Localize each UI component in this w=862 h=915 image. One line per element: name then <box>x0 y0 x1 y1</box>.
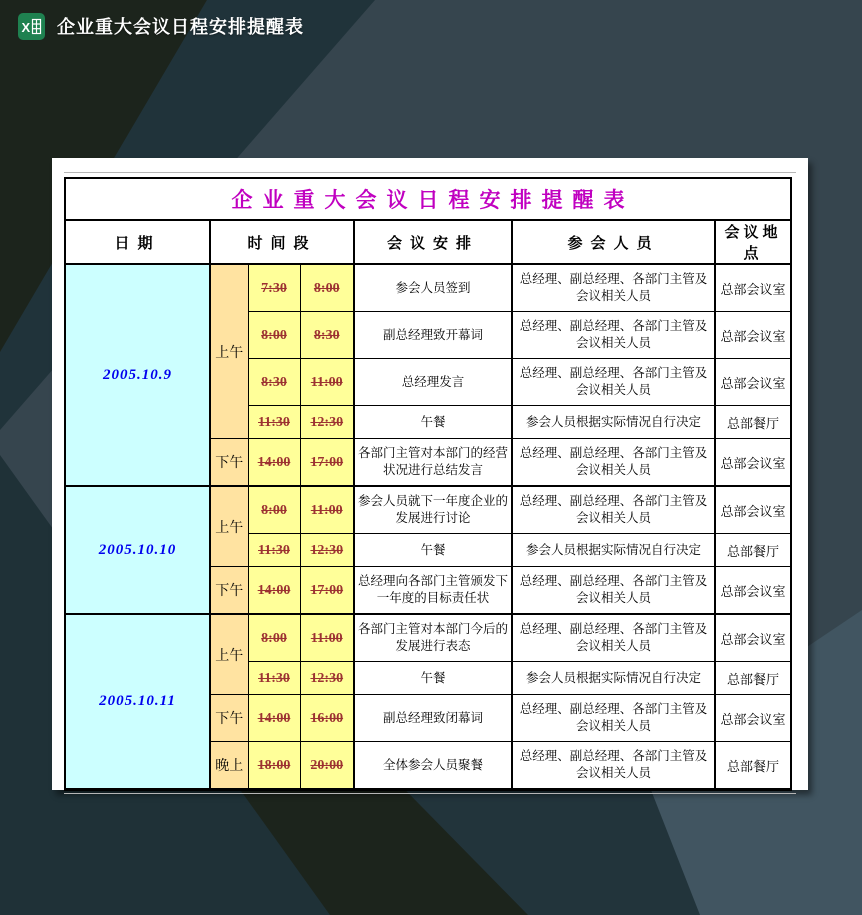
gridline-rule-top <box>64 172 796 173</box>
location-cell[interactable]: 总部餐厅 <box>715 662 791 695</box>
location-cell[interactable]: 总部会议室 <box>715 312 791 359</box>
location-cell[interactable]: 总部餐厅 <box>715 406 791 439</box>
time-start: 14:00 <box>257 582 291 598</box>
period-cell[interactable]: 下午 <box>210 439 248 487</box>
arrangement-cell[interactable]: 副总经理致开幕词 <box>354 312 512 359</box>
time-end: 12:30 <box>310 542 344 558</box>
participants-cell[interactable]: 参会人员根据实际情况自行决定 <box>512 534 715 567</box>
time-start-cell[interactable] <box>248 359 300 406</box>
time-start: 7:30 <box>261 280 287 296</box>
time-end: 12:30 <box>310 414 344 430</box>
arrangement-cell[interactable]: 全体参会人员聚餐 <box>354 742 512 790</box>
time-start: 8:00 <box>261 327 287 343</box>
period-cell[interactable]: 下午 <box>210 567 248 615</box>
time-end: 11:00 <box>310 630 343 646</box>
schedule-table <box>64 177 792 791</box>
time-end: 8:00 <box>313 280 340 296</box>
time-end: 17:00 <box>310 582 344 598</box>
column-header-participants[interactable]: 参会人员 <box>512 220 715 264</box>
location-cell[interactable]: 总部会议室 <box>715 264 791 312</box>
arrangement-cell[interactable]: 参会人员签到 <box>354 264 512 312</box>
column-header-time[interactable]: 时间段 <box>210 220 354 264</box>
participants-cell[interactable]: 总经理、副总经理、各部门主管及会议相关人员 <box>512 264 715 312</box>
arrangement-cell[interactable]: 副总经理致闭幕词 <box>354 695 512 742</box>
time-start: 14:00 <box>257 710 291 726</box>
time-start-cell[interactable] <box>248 406 300 439</box>
time-start: 8:00 <box>261 630 287 646</box>
window-title: 企业重大会议日程安排提醒表 <box>57 17 304 37</box>
participants-cell[interactable]: 参会人员根据实际情况自行决定 <box>512 406 715 439</box>
location-cell[interactable]: 总部会议室 <box>715 486 791 534</box>
time-start: 11:30 <box>258 414 290 430</box>
time-start-cell[interactable] <box>248 662 300 695</box>
time-end-cell[interactable] <box>300 567 354 615</box>
time-start-cell[interactable] <box>248 534 300 567</box>
location-cell[interactable]: 总部会议室 <box>715 439 791 487</box>
time-start: 11:30 <box>258 542 290 558</box>
sheet-title: 企业重大会议日程安排提醒表 <box>231 189 635 212</box>
time-start-cell[interactable] <box>248 614 300 662</box>
location-cell[interactable]: 总部会议室 <box>715 359 791 406</box>
arrangement-cell[interactable]: 各部门主管对本部门的经营状况进行总结发言 <box>354 439 512 487</box>
participants-cell[interactable]: 总经理、副总经理、各部门主管及会议相关人员 <box>512 439 715 487</box>
participants-cell[interactable]: 总经理、副总经理、各部门主管及会议相关人员 <box>512 567 715 615</box>
time-end: 20:00 <box>310 757 344 773</box>
spreadsheet-card <box>52 158 808 790</box>
time-start-cell[interactable] <box>248 312 300 359</box>
time-start-cell[interactable] <box>248 264 300 312</box>
time-start: 11:30 <box>258 670 290 686</box>
arrangement-cell[interactable]: 午餐 <box>354 662 512 695</box>
period-cell[interactable]: 上午 <box>210 486 248 567</box>
arrangement-cell[interactable]: 各部门主管对本部门今后的发展进行表态 <box>354 614 512 662</box>
period-cell[interactable]: 上午 <box>210 264 248 439</box>
excel-icon <box>18 13 45 40</box>
time-start-cell[interactable] <box>248 567 300 615</box>
date-cell[interactable]: 2005.10.10 <box>65 486 210 614</box>
date-cell[interactable]: 2005.10.11 <box>65 614 210 790</box>
time-end-cell[interactable] <box>300 614 354 662</box>
column-header-date[interactable]: 日期 <box>65 220 210 264</box>
time-start: 8:30 <box>261 374 287 390</box>
location-cell[interactable]: 总部餐厅 <box>715 742 791 790</box>
location-cell[interactable]: 总部会议室 <box>715 695 791 742</box>
column-header-location[interactable]: 会议地点 <box>715 220 791 264</box>
period-cell[interactable]: 晚上 <box>210 742 248 790</box>
time-end-cell[interactable] <box>300 695 354 742</box>
participants-cell[interactable]: 参会人员根据实际情况自行决定 <box>512 662 715 695</box>
date-cell[interactable]: 2005.10.9 <box>65 264 210 486</box>
time-end: 8:30 <box>313 327 340 343</box>
participants-cell[interactable]: 总经理、副总经理、各部门主管及会议相关人员 <box>512 742 715 790</box>
participants-cell[interactable]: 总经理、副总经理、各部门主管及会议相关人员 <box>512 486 715 534</box>
time-start-cell[interactable] <box>248 439 300 487</box>
time-end-cell[interactable] <box>300 534 354 567</box>
time-end: 11:00 <box>310 374 343 390</box>
participants-cell[interactable]: 总经理、副总经理、各部门主管及会议相关人员 <box>512 359 715 406</box>
arrangement-cell[interactable]: 总经理发言 <box>354 359 512 406</box>
time-end-cell[interactable] <box>300 359 354 406</box>
time-start: 14:00 <box>257 454 291 470</box>
time-end-cell[interactable] <box>300 312 354 359</box>
time-end-cell[interactable] <box>300 439 354 487</box>
time-end: 16:00 <box>310 710 344 726</box>
period-cell[interactable]: 上午 <box>210 614 248 695</box>
arrangement-cell[interactable]: 总经理向各部门主管颁发下一年度的目标责任状 <box>354 567 512 615</box>
time-end: 11:00 <box>310 502 343 518</box>
time-start-cell[interactable] <box>248 695 300 742</box>
time-start-cell[interactable] <box>248 742 300 790</box>
location-cell[interactable]: 总部会议室 <box>715 614 791 662</box>
sheet-title-cell[interactable] <box>65 178 791 220</box>
period-cell[interactable]: 下午 <box>210 695 248 742</box>
svg-text:X: X <box>21 19 31 35</box>
arrangement-cell[interactable]: 午餐 <box>354 534 512 567</box>
gridline-rule-bottom <box>64 793 796 794</box>
arrangement-cell[interactable]: 参会人员就下一年度企业的发展进行讨论 <box>354 486 512 534</box>
arrangement-cell[interactable]: 午餐 <box>354 406 512 439</box>
time-end-cell[interactable] <box>300 264 354 312</box>
location-cell[interactable]: 总部餐厅 <box>715 534 791 567</box>
column-header-arrangement[interactable]: 会议安排 <box>354 220 512 264</box>
time-start: 18:00 <box>257 757 291 773</box>
time-start-cell[interactable] <box>248 486 300 534</box>
time-end-cell[interactable] <box>300 486 354 534</box>
participants-cell[interactable]: 总经理、副总经理、各部门主管及会议相关人员 <box>512 312 715 359</box>
time-start: 8:00 <box>261 502 287 518</box>
participants-cell[interactable]: 总经理、副总经理、各部门主管及会议相关人员 <box>512 614 715 662</box>
window-title-bar <box>0 0 862 52</box>
location-cell[interactable]: 总部会议室 <box>715 567 791 615</box>
time-end-cell[interactable] <box>300 742 354 790</box>
time-end-cell[interactable] <box>300 406 354 439</box>
time-end: 17:00 <box>310 454 344 470</box>
time-end: 12:30 <box>310 670 344 686</box>
time-end-cell[interactable] <box>300 662 354 695</box>
participants-cell[interactable]: 总经理、副总经理、各部门主管及会议相关人员 <box>512 695 715 742</box>
